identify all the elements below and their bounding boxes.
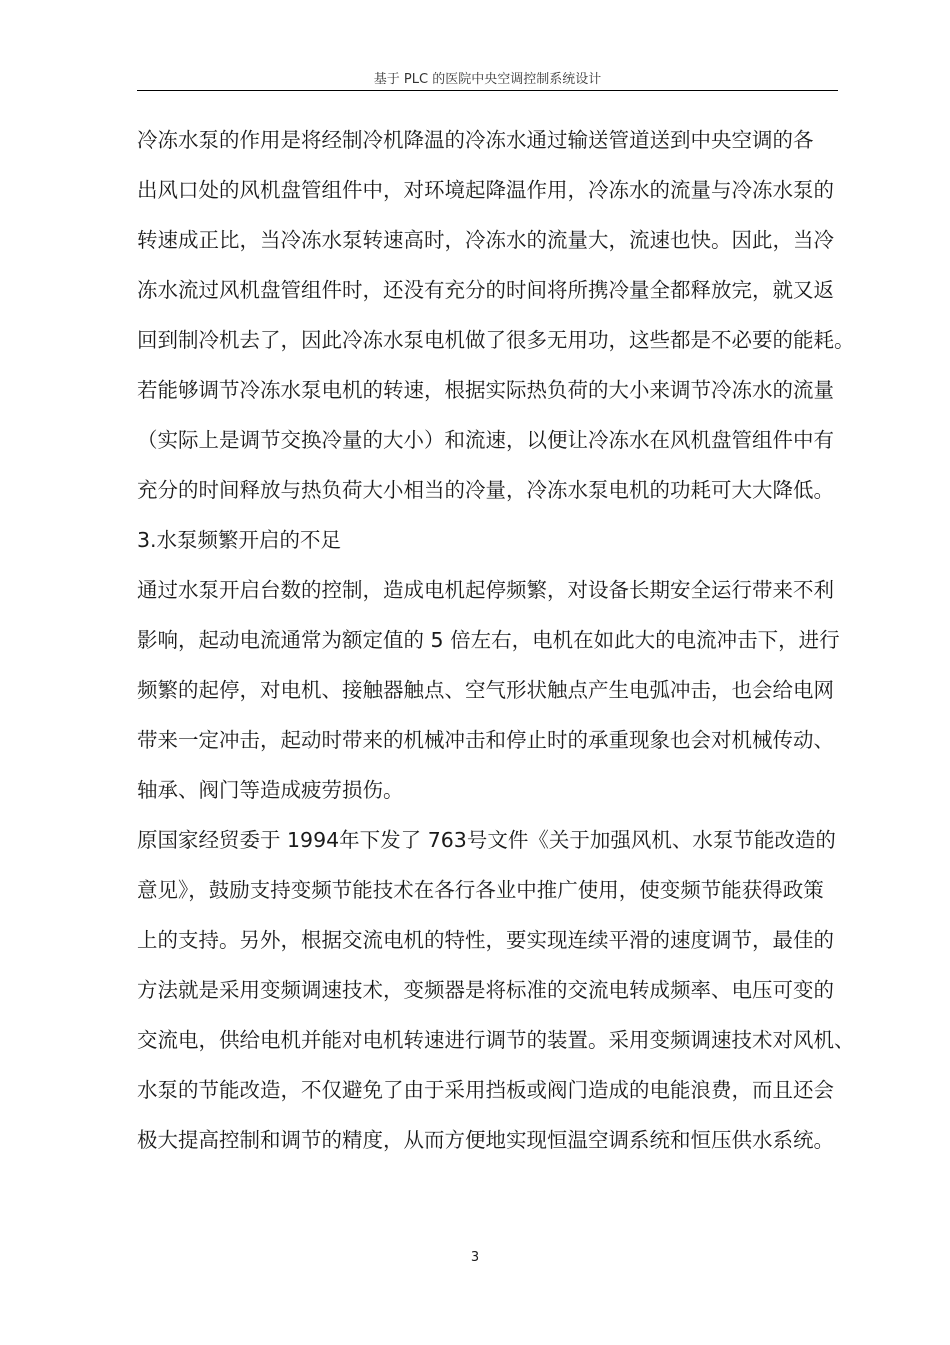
text-line: 冷冻水泵的作用是将经制冷机降温的冷冻水通过输送管道送到中央空调的各 — [137, 128, 814, 152]
page-header: 基于 PLC 的医院中央空调控制系统设计 — [373, 72, 602, 87]
text-line: 转速成正比，当冷冻水泵转速高时，冷冻水的流量大，流速也快。因此，当冷 — [137, 228, 834, 252]
text-line: 出风口处的风机盘管组件中，对环境起降温作用，冷冻水的流量与冷冻水泵的 — [137, 178, 834, 202]
text-line: 意见》，鼓励支持变频节能技术在各行各业中推广使用，使变频节能获得政策 — [137, 878, 824, 902]
text-line: 若能够调节冷冻水泵电机的转速，根据实际热负荷的大小来调节冷冻水的流量 — [137, 378, 834, 402]
text-line: 交流电，供给电机并能对电机转速进行调节的装置。采用变频调速技术对风机、 — [137, 1028, 855, 1052]
section-heading: 3.水泵频繁开启的不足 — [137, 528, 342, 552]
text-line: 冻水流过风机盘管组件时，还没有充分的时间将所携冷量全都释放完，就又返 — [137, 278, 834, 302]
text-line: 带来一定冲击，起动时带来的机械冲击和停止时的承重现象也会对机械传动、 — [137, 728, 834, 752]
text-line: 方法就是采用变频调速技术，变频器是将标准的交流电转成频率、电压可变的 — [137, 978, 834, 1002]
text-line: 充分的时间释放与热负荷大小相当的冷量，冷冻水泵电机的功耗可大大降低。 — [137, 478, 834, 502]
page-number: 3 — [470, 1250, 480, 1265]
text-line: 原国家经贸委于 1994年下发了 763号文件《关于加强风机、水泵节能改造的 — [137, 828, 836, 852]
header-rule — [137, 90, 838, 91]
text-line: 上的支持。另外，根据交流电机的特性，要实现连续平滑的速度调节，最佳的 — [137, 928, 834, 952]
text-line: （实际上是调节交换冷量的大小）和流速，以便让冷冻水在风机盘管组件中有 — [137, 428, 834, 452]
text-line: 轴承、阀门等造成疲劳损伤。 — [137, 778, 404, 802]
text-line: 影响，起动电流通常为额定值的 5 倍左右，电机在如此大的电流冲击下，进行 — [137, 628, 840, 652]
text-line: 水泵的节能改造，不仅避免了由于采用挡板或阀门造成的电能浪费，而且还会 — [137, 1078, 834, 1102]
text-line: 频繁的起停，对电机、接触器触点、空气形状触点产生电弧冲击，也会给电网 — [137, 678, 834, 702]
text-line: 回到制冷机去了，因此冷冻水泵电机做了很多无用功，这些都是不必要的能耗。 — [137, 328, 855, 352]
text-line: 通过水泵开启台数的控制，造成电机起停频繁，对设备长期安全运行带来不利 — [137, 578, 834, 602]
text-line: 极大提高控制和调节的精度，从而方便地实现恒温空调系统和恒压供水系统。 — [137, 1128, 834, 1152]
